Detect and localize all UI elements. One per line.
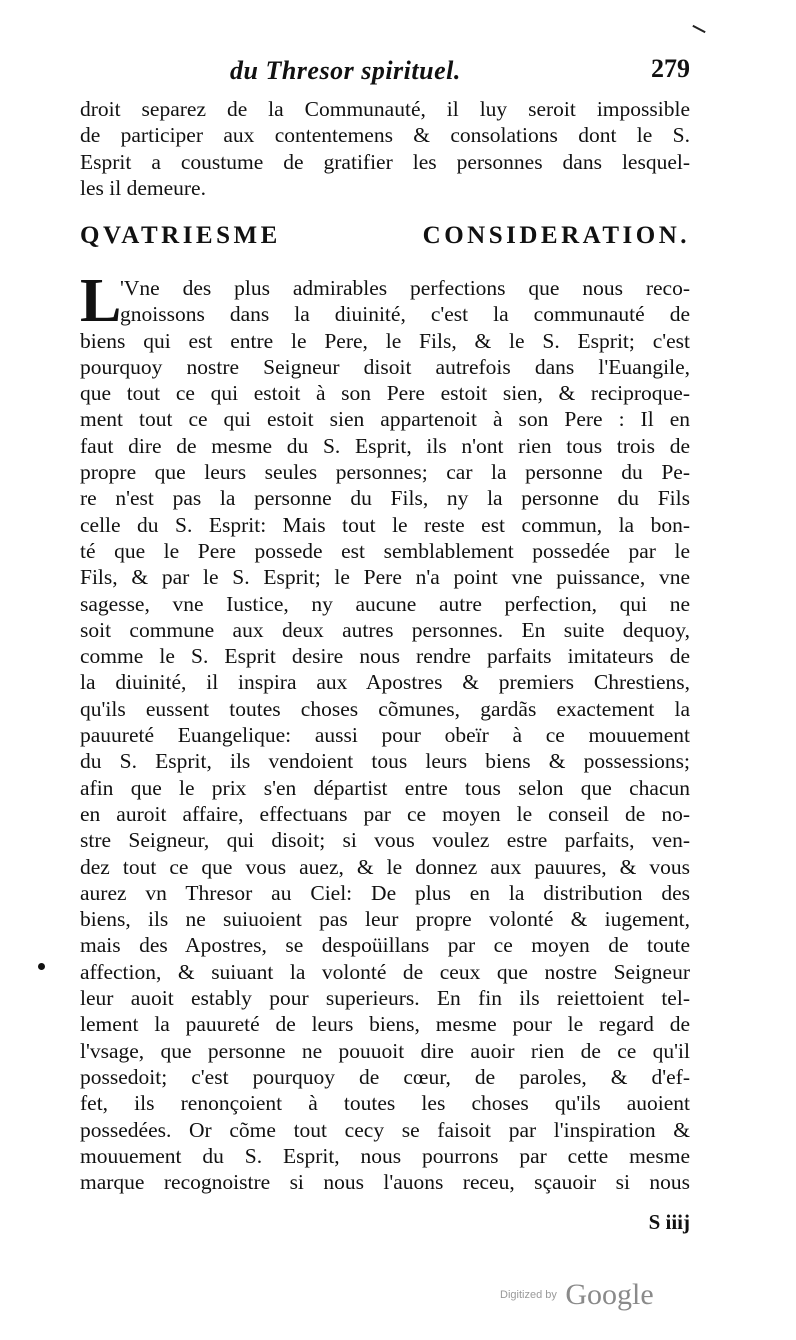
text-line: qu'ils eussent toutes choses cõmunes, gardãs exactement la bbox=[80, 696, 690, 721]
running-title: du Thresor spirituel. bbox=[230, 56, 461, 85]
watermark-brand: Google bbox=[565, 1278, 654, 1311]
text-line: afin que le prix s'en départist entre tous selon que chacun bbox=[80, 775, 690, 800]
section-heading: QVATRIESME CONSIDERATION. bbox=[80, 222, 690, 249]
text-line: droit separez de la Communauté, il luy seroit impossible bbox=[80, 97, 690, 121]
text-line: mouuement du S. Esprit, nous pourrons par cette mesme bbox=[80, 1143, 690, 1168]
text-line: marque recognoistre si nous l'auons receu, sçauoir si nous bbox=[80, 1170, 690, 1195]
text-line: la diuinité, il inspira aux Apostres & premiers Chrestiens, bbox=[80, 670, 690, 695]
text-line: en auroit affaire, effectuans par ce moyen le conseil de no- bbox=[80, 801, 690, 826]
text-line: affection, & suiuant la volonté de ceux que nostre Seigneur bbox=[80, 959, 690, 984]
text-line: ment tout ce qui estoit sien appartenoit à son Pere : Il en bbox=[80, 407, 690, 432]
text-line: possedoit; c'est pourquoy de cœur, de paroles, & d'ef- bbox=[80, 1064, 690, 1089]
text-line: re n'est pas la personne du Fils, ny la personne du Fils bbox=[80, 486, 690, 511]
watermark-prefix: Digitized by bbox=[500, 1289, 557, 1301]
text-line: lement la pauureté de leurs biens, mesme pour le regard de bbox=[80, 1012, 690, 1037]
text-line: Fils, & par le S. Esprit; le Pere n'a point vne puissance, vne bbox=[80, 565, 690, 590]
text-line: fet, ils renonçoient à toutes les choses qu'ils auoient bbox=[80, 1091, 690, 1116]
text-line: de participer aux contentemens & consolations dont le S. bbox=[80, 123, 690, 148]
text-line: té que le Pere possede est semblablement possedée par le bbox=[80, 538, 690, 563]
continued-paragraph bbox=[80, 96, 690, 201]
text-line: Esprit a coustume de gratifier les personnes dans lesquel- bbox=[80, 149, 690, 174]
text-line: leur auoit estably pour superieurs. En fin ils reiettoient tel- bbox=[80, 986, 690, 1011]
text-line: les il demeure. bbox=[80, 175, 206, 200]
page-number: 279 bbox=[651, 54, 690, 83]
text-line: pourquoy nostre Seigneur disoit autrefois dans l'Euangile, bbox=[80, 354, 690, 379]
text-line: du S. Esprit, ils vendoient tous leurs biens & possessions; bbox=[80, 749, 690, 774]
main-paragraph bbox=[80, 267, 690, 1195]
text-line: propre que leurs seules personnes; car la personne du Pe- bbox=[80, 460, 690, 485]
text-line: biens qui est entre le Pere, le Fils, & le S. Esprit; c'est bbox=[80, 328, 690, 353]
text-line: gnoissons dans la diuinité, c'est la communauté de bbox=[120, 302, 690, 327]
text-line: soit commune aux deux autres personnes. En suite dequoy, bbox=[80, 617, 690, 642]
text-line: comme le S. Esprit desire nous rendre parfaits imitateurs de bbox=[80, 644, 690, 669]
ink-dot bbox=[38, 963, 45, 970]
text-line: faut dire de mesme du S. Esprit, ils n'ont rien tous trois de bbox=[80, 433, 690, 458]
text-line: dez tout ce que vous auez, & le donnez aux pauures, & vous bbox=[80, 854, 690, 879]
text-line: pauureté Euangelique: aussi pour obeïr à ce mouuement bbox=[80, 723, 690, 748]
text-line: que tout ce qui estoit à son Pere estoit sien, & reciproque- bbox=[80, 381, 690, 406]
text-line: l'vsage, que personne ne pouuoit dire auoir rien de ce qu'il bbox=[80, 1038, 690, 1063]
text-line: sagesse, vne Iustice, ny aucune autre perfection, qui ne bbox=[80, 591, 690, 616]
running-header bbox=[80, 52, 690, 92]
text-line: stre Seigneur, qui disoit; si vous voulez estre parfaits, ven- bbox=[80, 828, 690, 853]
text-line: celle du S. Esprit: Mais tout le reste est commun, la bon- bbox=[80, 512, 690, 537]
text-line: mais des Apostres, se despoüillans par ce moyen de toute bbox=[80, 933, 690, 958]
digitization-watermark bbox=[500, 1278, 654, 1312]
ink-mark bbox=[692, 25, 705, 33]
signature-mark: S iiij bbox=[648, 1210, 690, 1234]
text-line: biens, ils ne suiuoient pas leur propre volonté & iugement, bbox=[80, 907, 690, 932]
text-line: possedées. Or cõme tout cecy se faisoit par l'inspiration & bbox=[80, 1117, 690, 1142]
text-line: 'Vne des plus admirables perfections que nous reco- bbox=[120, 276, 690, 300]
text-line: aurez vn Thresor au Ciel: De plus en la distribution des bbox=[80, 880, 690, 905]
drop-cap: L bbox=[80, 267, 122, 335]
